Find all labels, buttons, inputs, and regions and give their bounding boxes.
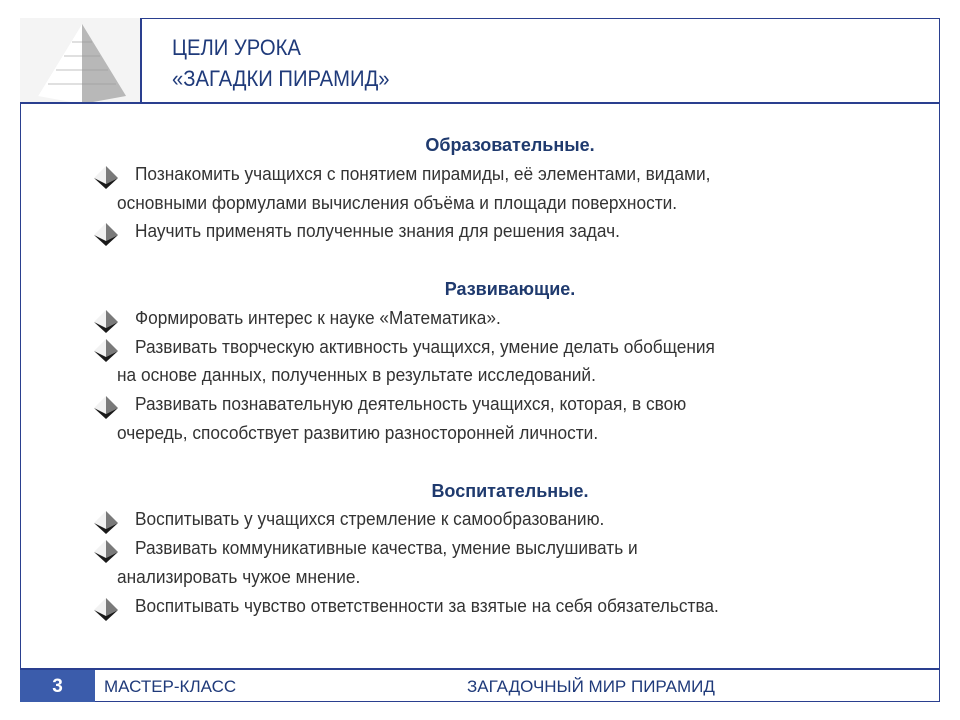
section-title: Развивающие. <box>444 279 576 299</box>
pyramid-bullet-icon <box>90 534 122 564</box>
goal-text: Воспитывать чувство ответственности за взятые на себя обязательства. <box>135 595 719 616</box>
page-title-line-2: «ЗАГАДКИ ПИРАМИД» <box>172 66 390 91</box>
goal-text: Развивать коммуникативные качества, умение выслушивать и <box>135 538 638 559</box>
goal-text: основными формулами вычисления объёма и площади поверхности. <box>117 192 678 213</box>
pyramid-bullet-icon <box>90 390 122 420</box>
pyramid-bullet-icon <box>90 592 122 622</box>
section-title: Образовательные. <box>425 135 595 155</box>
pyramid-bullet-icon <box>90 304 122 334</box>
goal-text: Познакомить учащихся с понятием пирамиды, её элементами, видами, <box>135 163 711 184</box>
goal-text: Формировать интерес к науке «Математика». <box>135 307 501 328</box>
goal-text: Развивать творческую активность учащихся, умение делать обобщения <box>135 336 715 357</box>
goal-text: Научить применять полученные знания для решения задач. <box>135 221 620 242</box>
goal-text: анализировать чужое мнение. <box>117 567 361 587</box>
pyramid-bullet-icon <box>90 160 122 190</box>
goal-text: на основе данных, полученных в результате исследований. <box>117 365 596 386</box>
footer-divider <box>20 668 940 670</box>
pyramid-bullet-icon <box>90 333 122 363</box>
section-title: Воспитательные. <box>431 480 589 501</box>
pyramid-bullet-icon <box>90 505 122 535</box>
goal-text: Воспитывать у учащихся стремление к самообразованию. <box>135 509 605 530</box>
pyramid-bullet-icon <box>90 217 122 247</box>
goal-text: очередь, способствует развитию разносторонней личности. <box>117 423 599 443</box>
footer-left-text: МАСТЕР-КЛАСС <box>104 677 237 696</box>
goal-text: Развивать познавательную деятельность учащихся, которая, в свою <box>135 394 687 415</box>
page-title-line-1: ЦЕЛИ УРОКА <box>172 35 301 60</box>
footer-right-text: ЗАГАДОЧНЫЙ МИР ПИРАМИД <box>467 677 715 696</box>
page-number: 3 <box>20 670 95 702</box>
